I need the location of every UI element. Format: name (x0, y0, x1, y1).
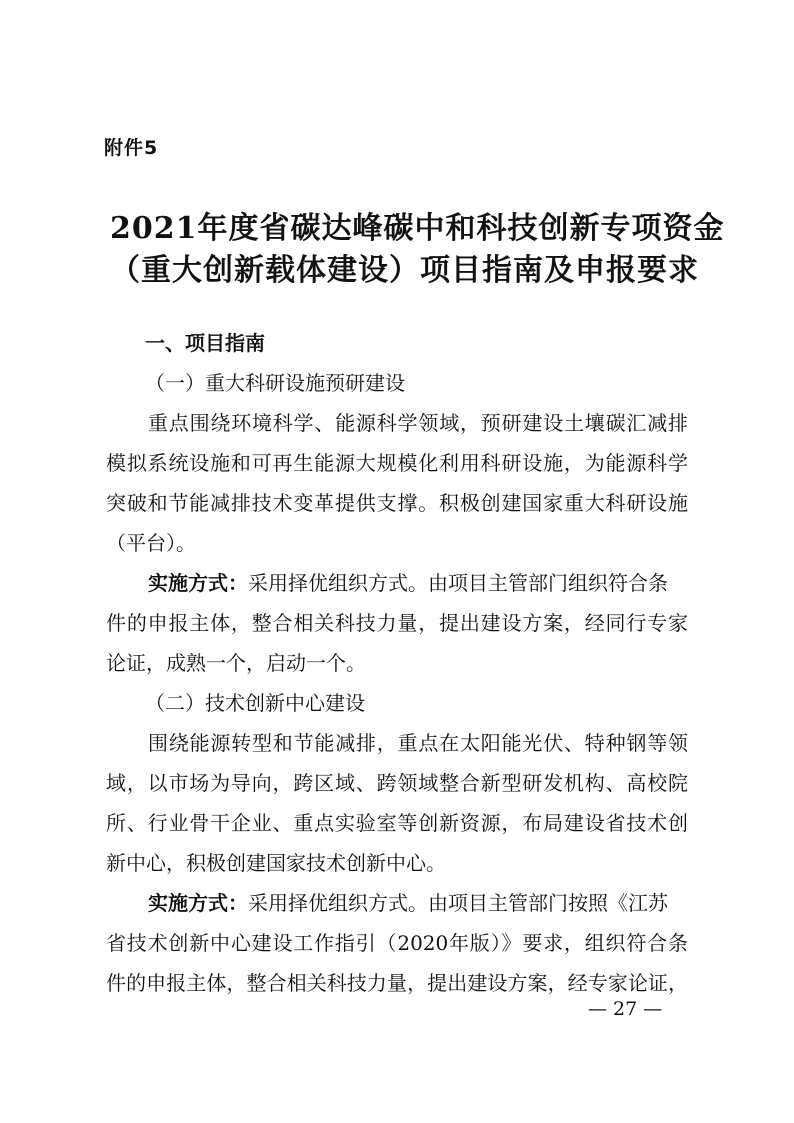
paragraph-line: （平台）。 (106, 531, 196, 555)
subsection-heading-1: （一）重大科研设施预研建设 (145, 371, 405, 395)
paragraph-line: 围绕能源转型和节能减排，重点在太阳能光伏、特种钢等领 (148, 731, 688, 755)
subsection-heading-2: （二）技术创新中心建设 (145, 691, 365, 715)
paragraph-line: 件的申报主体，整合相关科技力量，提出建设方案，经同行专家 (106, 611, 688, 635)
paragraph-line: 省技术创新中心建设工作指引（2020年版）》要求，组织符合条 (106, 931, 688, 955)
attachment-label: 附件5 (104, 137, 159, 159)
method-text: 采用择优组织方式。由项目主管部门按照《江苏 (248, 891, 668, 915)
section-heading: 一、项目指南 (145, 331, 265, 355)
paragraph-line: 新中心，积极创建国家技术创新中心。 (106, 851, 446, 875)
paragraph-line: 域，以市场为导向，跨区域、跨领域整合新型研发机构、高校院 (106, 771, 688, 795)
paragraph-line: 论证，成熟一个，启动一个。 (106, 651, 366, 675)
paragraph-line: 模拟系统设施和可再生能源大规模化利用科研设施，为能源科学 (106, 451, 688, 475)
document-title-line-2: （重大创新载体建设）项目指南及申报要求 (110, 253, 699, 288)
implementation-label (148, 893, 668, 913)
method-label: 实施方式： (148, 891, 248, 915)
paragraph-line: 件的申报主体，整合相关科技力量，提出建设方案，经专家论证， (106, 971, 688, 995)
paragraph-line: 突破和节能减排技术变革提供支撑。积极创建国家重大科研设施 (106, 491, 688, 515)
page-number: — 27 — (588, 998, 663, 1020)
document-title-line-1: 2021年度省碳达峰碳中和科技创新专项资金 (110, 211, 725, 246)
method-text: 采用择优组织方式。由项目主管部门组织符合条 (248, 571, 668, 595)
implementation-label (148, 573, 668, 593)
paragraph-line: 所、行业骨干企业、重点实验室等创新资源，布局建设省技术创 (106, 811, 688, 835)
method-label: 实施方式： (148, 571, 248, 595)
paragraph-line: 重点围绕环境科学、能源科学领域，预研建设土壤碳汇减排 (148, 411, 688, 435)
